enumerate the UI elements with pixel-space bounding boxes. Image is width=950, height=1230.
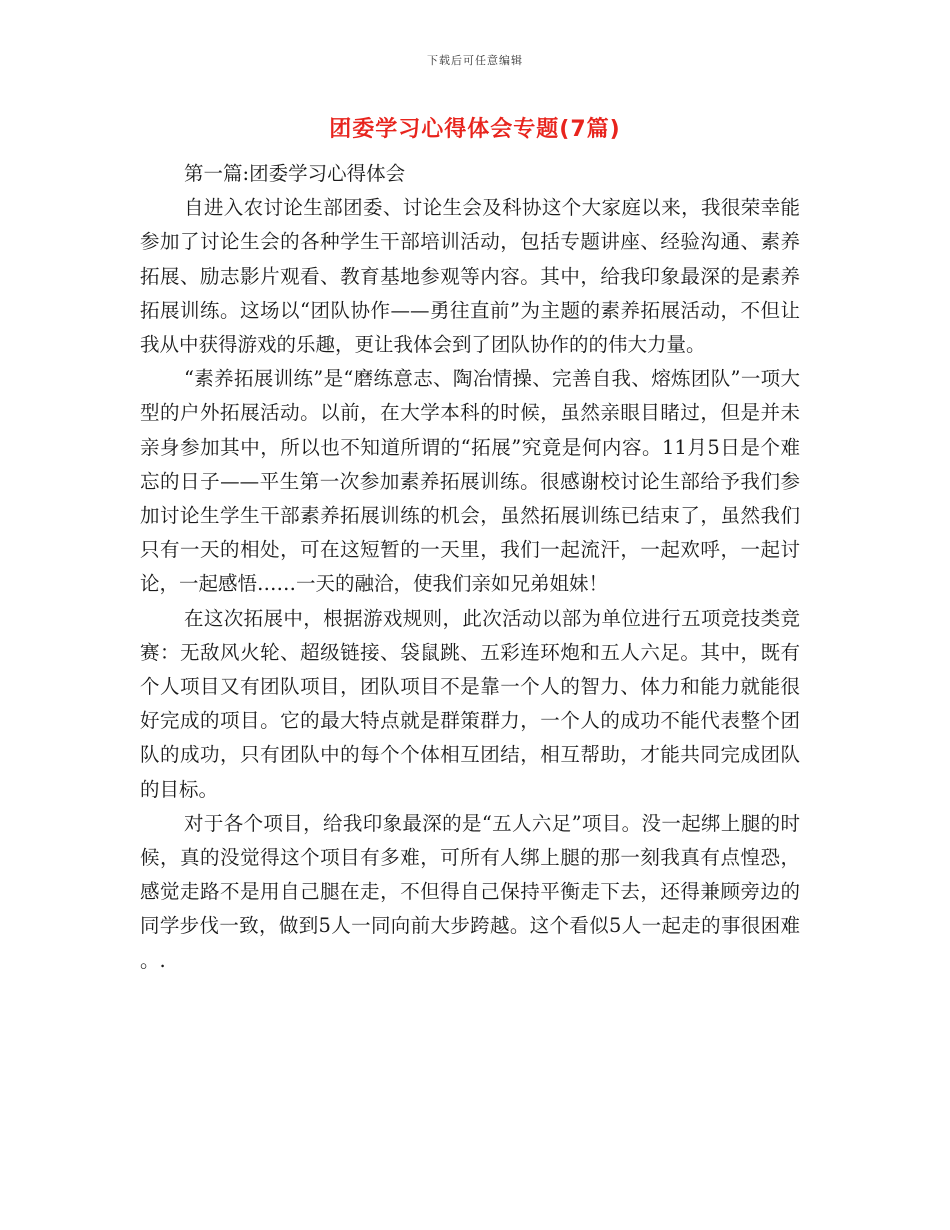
header-note: 下载后可任意编辑 xyxy=(427,54,523,67)
document-title: 团委学习心得体会专题(7篇) xyxy=(329,117,621,142)
paragraph-1: 自进入农讨论生部团委、讨论生会及科协这个大家庭以来，我很荣幸能参加了讨论生会的各种学生干部培训活动，包括专题讲座、经验沟通、素养拓展、励志影片观看、教育基地参观等内容。其中，给我印象最深的是素养拓展训练。这场以“团队协作——勇往直前”为主题的素养拓展活动，不但让我从中获得游戏的乐趣，更让我体会到了团队协作的的伟大力量。 xyxy=(140,196,800,357)
paragraph-3: 在这次拓展中，根据游戏规则，此次活动以部为单位进行五项竞技类竞赛：无敌风火轮、超级链接、袋鼠跳、五彩连环炮和五人六足。其中，既有个人项目又有团队项目，团队项目不是靠一个人的智力、体力和能力就能很好完成的项目。它的最大特点就是群策群力，一个人的成功不能代表整个团队的成功，只有团队中的每个个体相互团结，相互帮助，才能共同完成团队的目标。 xyxy=(140,606,800,801)
paragraph-4: 对于各个项目，给我印象最深的是“五人六足”项目。没一起绑上腿的时候，真的没觉得这个项目有多难，可所有人绑上腿的那一刻我真有点惶恐，感觉走路不是用自己腿在走，不但得自己保持平衡走下去，还得兼顾旁边的同学步伐一致，做到5人一同向前大步跨越。这个看似5人一起走的事很困难。. xyxy=(140,811,800,972)
document-body xyxy=(140,157,800,978)
paragraph-2: “素养拓展训练”是“磨练意志、陶冶情操、完善自我、熔炼团队”一项大型的户外拓展活动。以前，在大学本科的时候，虽然亲眼目睹过，但是并未亲身参加其中，所以也不知道所谓的“拓展”究竟是何内容。11月5日是个难忘的日子——平生第一次参加素养拓展训练。很感谢校讨论生部给予我们参加讨论生学生干部素养拓展训练的机会，虽然拓展训练已结束了，虽然我们只有一天的相处，可在这短暂的一天里，我们一起流汗，一起欢呼，一起讨论，一起感悟……一天的融洽，使我们亲如兄弟姐妹！ xyxy=(140,367,800,596)
section-heading: 第一篇:团委学习心得体会 xyxy=(184,162,406,185)
